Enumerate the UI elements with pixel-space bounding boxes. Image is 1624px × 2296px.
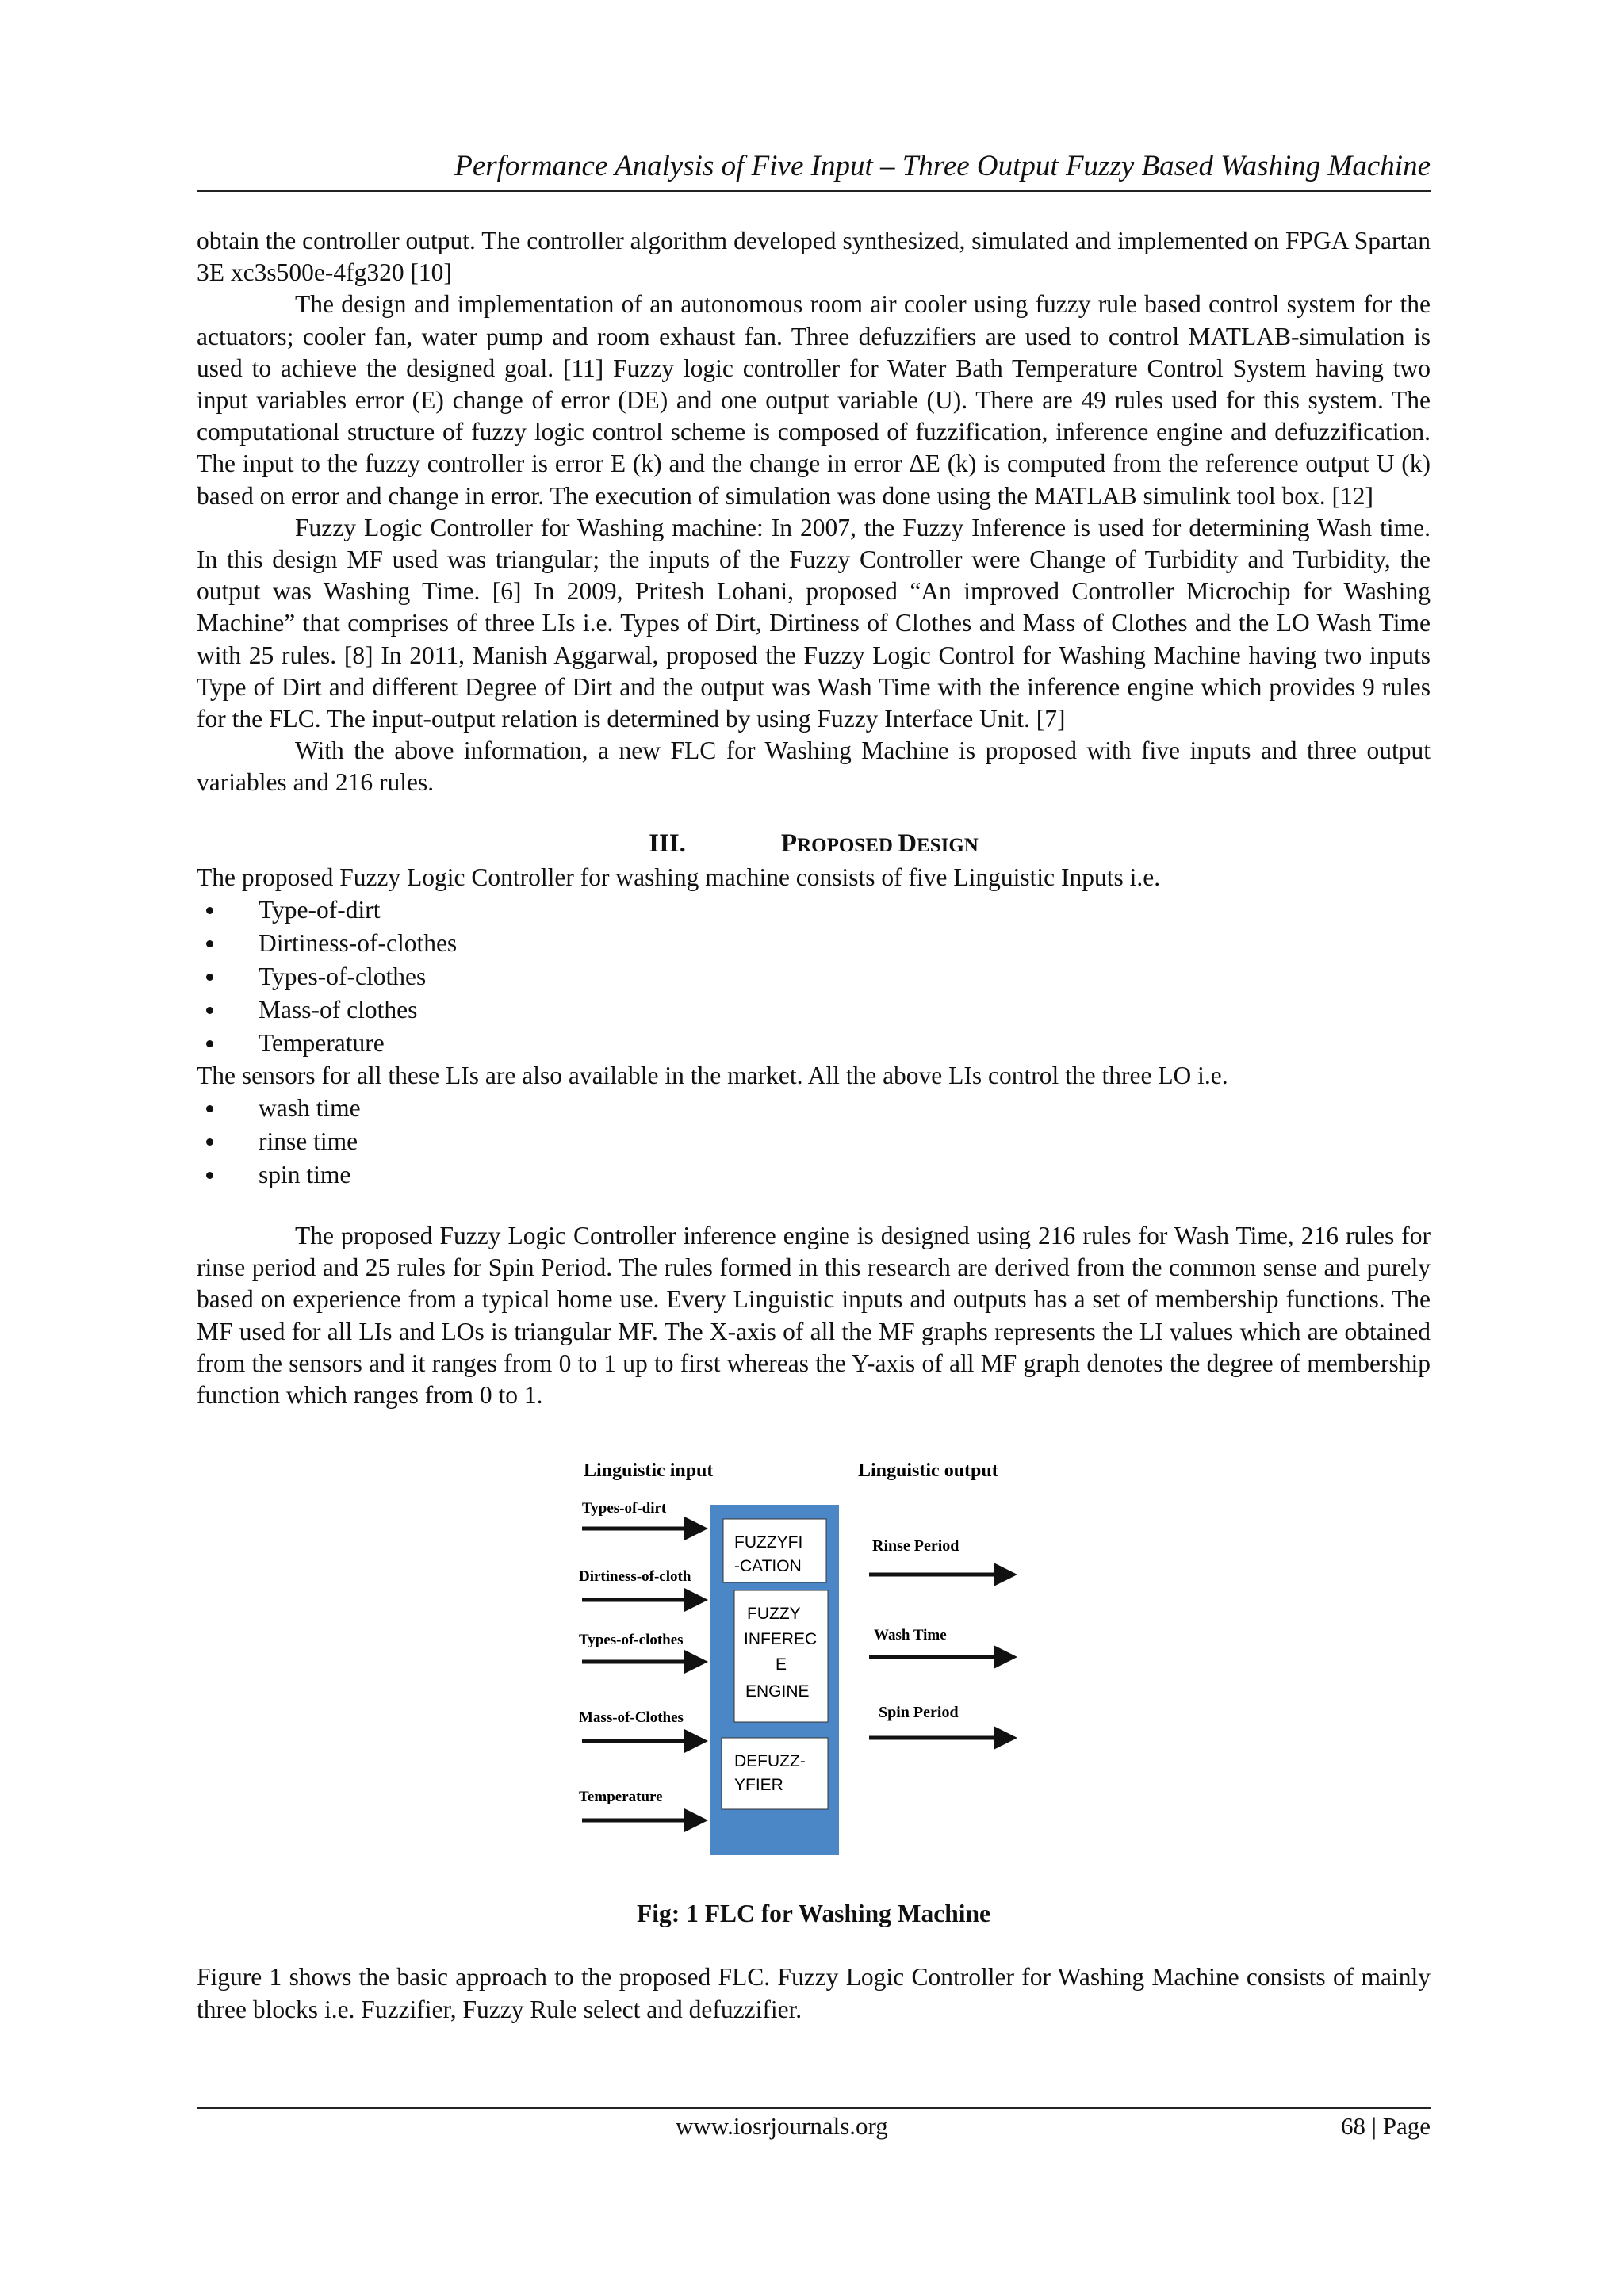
paragraph-1: obtain the controller output. The controller algorithm developed synthesized, simulated and implemented on FPGA Spartan 3E xc3s500e-4fg320 [10]	[197, 227, 1431, 287]
output-list	[197, 1092, 1431, 1192]
header-rule	[197, 190, 1431, 192]
figure-caption: Fig: 1 FLC for Washing Machine	[637, 1900, 990, 1928]
inference-label-3: E	[776, 1655, 787, 1674]
list-item: rinse time	[197, 1125, 1431, 1158]
input-label: Types-of-clothes	[579, 1632, 684, 1649]
inference-label-2: INFEREC	[744, 1630, 818, 1649]
defuzzifier-label-2: YFIER	[734, 1776, 783, 1795]
list-item: Type-of-dirt	[197, 894, 1431, 927]
list-item: Mass-of clothes	[197, 993, 1431, 1027]
input-label: Types-of-dirt	[582, 1500, 667, 1517]
fuzzification-label-2: -CATION	[734, 1557, 802, 1576]
paragraph-3: Fuzzy Logic Controller for Washing machine: In 2007, the Fuzzy Inference is used for determining Wash time. In this design MF used was triangular; the inputs of the Fuzzy Controller were Change of Turbidity and Turbidity, the output was Washing Time. [6] In 2009, Pritesh Lohani, proposed “An improved Controller Microchip for Washing Machine” that comprises of three LIs i.e. Types of Dirt, Dirtiness of Clothes and Mass of Clothes and the LO Wash Time with 25 rules. [8] In 2011, Manish Aggarwal, proposed the Fuzzy Logic Control for Washing Machine having two inputs Type of Dirt and different Degree of Dirt and the output was Wash Time with the inference engine which provides 9 rules for the FLC. The input-output relation is determined by using Fuzzy Interface Unit. [7]	[197, 513, 1431, 733]
input-label: Dirtiness-of-cloth	[579, 1568, 691, 1586]
list-item: Dirtiness-of-clothes	[197, 927, 1431, 960]
paragraph-5: The proposed Fuzzy Logic Controller inference engine is designed using 216 rules for Wash Time, 216 rules for rinse period and 25 rules for Spin Period. The rules formed in this research are derived from the common sense and purely based on experience from a typical home use. Every Linguistic inputs and outputs has a set of membership functions. The MF used for all LIs and LOs is triangular MF. The X-axis of all the MF graphs represents the LI values which are obtained from the sensors and it ranges from 0 to 1 up to first whereas the Y-axis of all MF graph denotes the degree of membership function which ranges from 0 to 1.	[197, 1222, 1431, 1410]
input-label: Temperature	[579, 1789, 663, 1806]
fuzzification-label-1: FUZZYFI	[734, 1533, 803, 1552]
running-header: Performance Analysis of Five Input – Three Output Fuzzy Based Washing Machine	[454, 150, 1431, 182]
figure-1	[197, 1456, 1431, 1884]
input-label: Mass-of-Clothes	[579, 1709, 684, 1727]
footer-rule	[197, 2107, 1431, 2109]
list-item: wash time	[197, 1092, 1431, 1125]
defuzzifier-label-1: DEFUZZ-	[734, 1752, 806, 1771]
page-number: 68 | Page	[1341, 2112, 1431, 2140]
input-heading: Linguistic input	[584, 1460, 714, 1482]
footer-url: www.iosrjournals.org	[676, 2112, 888, 2140]
input-list	[197, 894, 1431, 1060]
input-arrows	[579, 1500, 704, 1820]
section-intro: The proposed Fuzzy Logic Controller for washing machine consists of five Linguistic Inputs i.e.	[197, 863, 1161, 891]
paragraph-2: The design and implementation of an autonomous room air cooler using fuzzy rule based control system for the actuators; cooler fan, water pump and room exhaust fan. Three defuzzifiers are used to control MATLAB-simulation is used to achieve the designed goal. [11] Fuzzy logic controller for Water Bath Temperature Control System having two input variables error (E) change of error (DE) and one output variable (U). There are 49 rules used for this system. The computational structure of fuzzy logic control scheme is composed of fuzzification, inference engine and defuzzification. The input to the fuzzy controller is error E (k) and the change in error ΔE (k) is computed from the reference output U (k) based on error and change in error. The execution of simulation was done using the MATLAB simulink tool box. [12]	[197, 290, 1431, 510]
list-item: Temperature	[197, 1027, 1431, 1060]
inference-label-1: FUZZY	[747, 1605, 801, 1624]
output-arrows	[869, 1537, 1013, 1738]
section-number: III.	[649, 828, 686, 858]
list-item: Types-of-clothes	[197, 960, 1431, 993]
inference-label-4: ENGINE	[745, 1682, 810, 1701]
closing-paragraph: Figure 1 shows the basic approach to the proposed FLC. Fuzzy Logic Controller for Washing Machine consists of mainly three blocks i.e. Fuzzifier, Fuzzy Rule select and defuzzifier.	[197, 1963, 1431, 2023]
output-label: Rinse Period	[872, 1537, 959, 1556]
output-heading: Linguistic output	[858, 1460, 998, 1482]
list-item: spin time	[197, 1158, 1431, 1192]
output-label: Spin Period	[879, 1704, 959, 1722]
defuzzifier-block	[722, 1738, 828, 1809]
section-heading: III. PROPOSED DESIGN	[649, 828, 979, 858]
output-label: Wash Time	[874, 1627, 947, 1644]
flc-diagram	[577, 1456, 1069, 1868]
paragraph-4: With the above information, a new FLC for Washing Machine is proposed with five inputs and three output variables and 216 rules.	[197, 737, 1431, 797]
sensors-text: The sensors for all these LIs are also available in the market. All the above LIs control the three LO i.e.	[197, 1061, 1228, 1089]
page-body	[197, 225, 1431, 2026]
